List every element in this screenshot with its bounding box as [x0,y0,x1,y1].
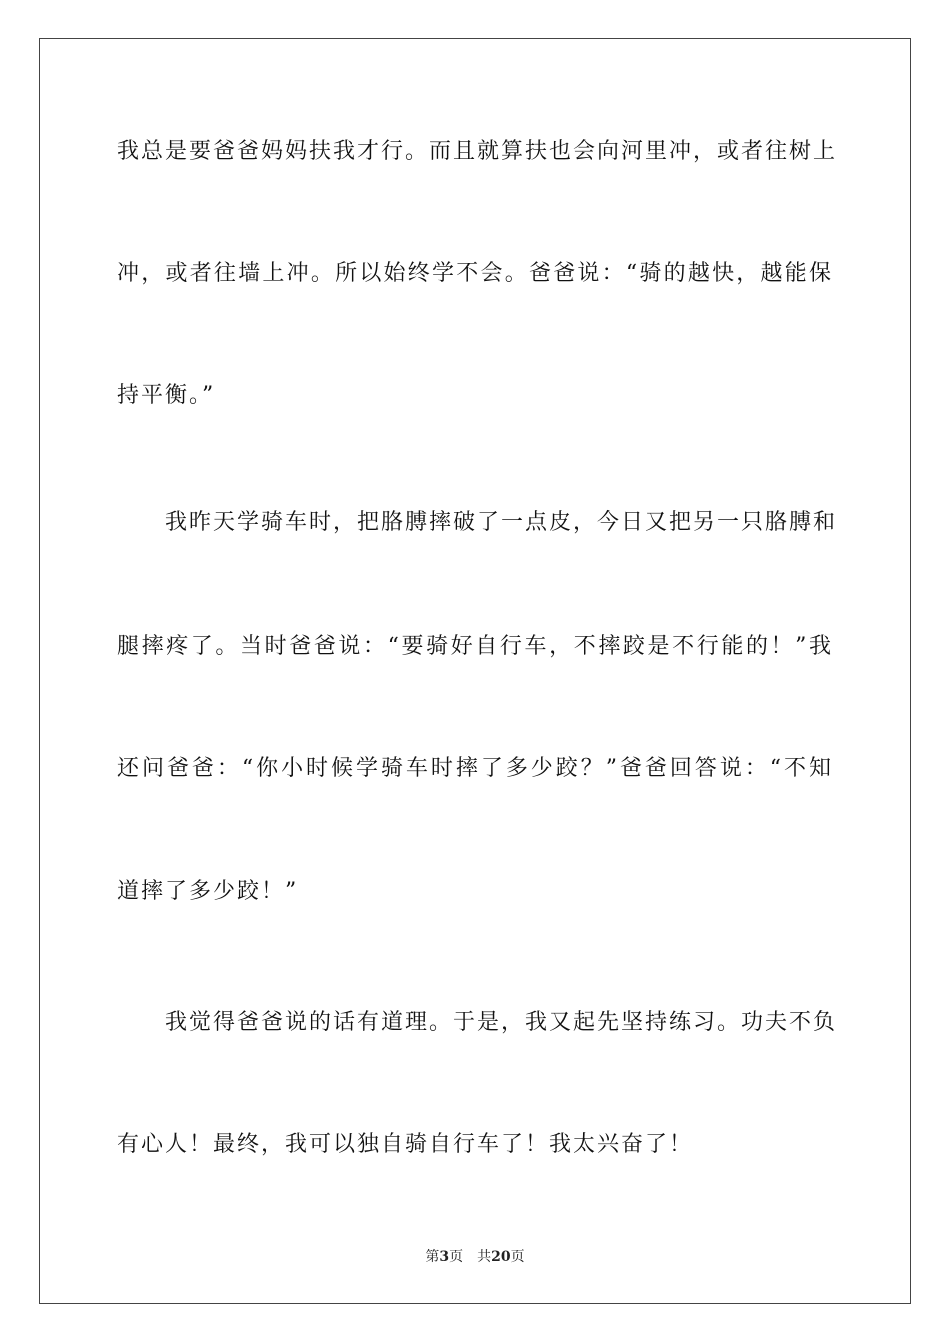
body-line-5: 腿摔疼了。当时爸爸说：“要骑好自行车，不摔跤是不行能的！”我 [117,634,833,659]
body-line-7: 道摔了多少跤！” [117,879,299,904]
body-line-2: 冲，或者往墙上冲。所以始终学不会。爸爸说：“骑的越快，越能保 [117,261,833,286]
body-line-9: 有心人！最终，我可以独自骑自行车了！我太兴奋了！ [117,1132,694,1157]
page-prefix: 第 [425,1249,440,1265]
total-pages: 20 [491,1249,511,1265]
body-line-1: 我总是要爸爸妈妈扶我才行。而且就算扶也会向河里冲，或者往树上 [117,139,838,164]
body-line-8: 我觉得爸爸说的话有道理。于是，我又起先坚持练习。功夫不负 [117,1010,838,1035]
body-line-4: 我昨天学骑车时，把胳膊摔破了一点皮，今日又把另一只胳膊和 [117,510,838,535]
page-suffix: 页 [449,1249,464,1265]
page-footer [0,1247,950,1267]
body-line-3: 持平衡。” [117,383,216,408]
body-line-6: 还问爸爸：“你小时候学骑车时摔了多少跤？”爸爸回答说：“不知 [117,756,833,781]
page-number: 3 [439,1249,450,1265]
total-prefix: 共 [477,1249,492,1265]
total-suffix: 页 [510,1249,525,1265]
page-border [39,38,911,1304]
